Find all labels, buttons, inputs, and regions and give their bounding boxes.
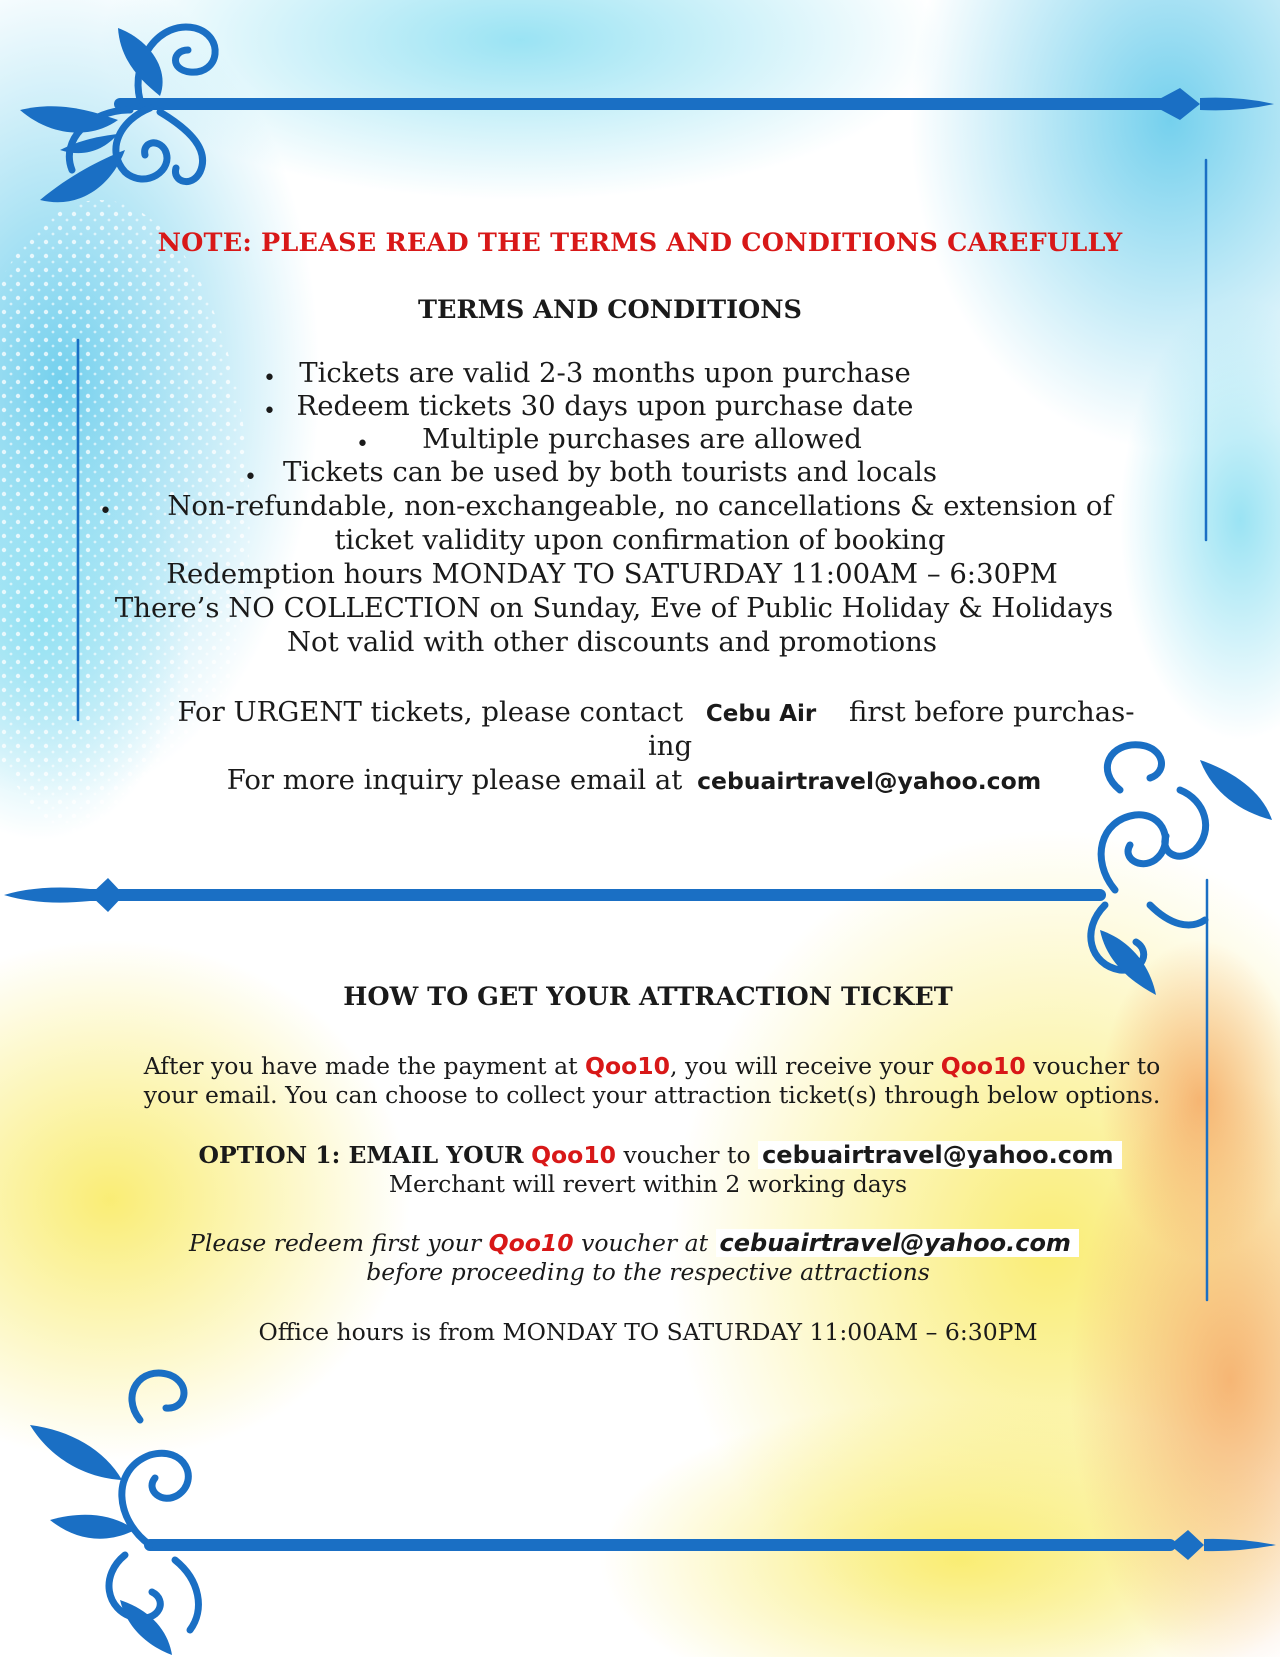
qoo10-brand: Qoo10 — [488, 1229, 574, 1257]
terms-bullet-5: Non-refundable, non-exchangeable, no cancellations & extension of — [167, 490, 1113, 522]
merchant-revert-note: Merchant will revert within 2 working days — [388, 1170, 908, 1198]
inquiry-email[interactable]: cebuairtravel@yahoo.com — [697, 767, 1042, 795]
urgent-contact-line — [16, 696, 1280, 728]
qoo10-brand: Qoo10 — [531, 1141, 617, 1169]
urgent-suffix: first before purchas- — [849, 696, 1135, 728]
redeem-email[interactable]: cebuairtravel@yahoo.com — [716, 1229, 1079, 1257]
terms-heading: TERMS AND CONDITIONS — [418, 295, 802, 325]
no-collection-notice: There’s NO COLLECTION on Sunday, Eve of Public Holiday & Holidays — [114, 592, 1114, 624]
option-1-mid: voucher to — [623, 1141, 751, 1169]
bullet-dot: • — [99, 499, 112, 524]
bullet-dot: • — [263, 366, 276, 391]
urgent-contact-wrap: ing — [647, 730, 693, 762]
terms-bullet-3: Multiple purchases are allowed — [422, 423, 862, 455]
urgent-prefix: For URGENT tickets, please contact — [177, 696, 684, 728]
redeem-line-1 — [0, 1229, 1274, 1257]
bullet-dot: • — [356, 432, 369, 457]
terms-bullet-4: Tickets can be used by both tourists and locals — [282, 456, 938, 488]
redemption-hours: Redemption hours MONDAY TO SATURDAY 11:00AM – 6:30PM — [166, 558, 1058, 590]
howto-heading: HOW TO GET YOUR ATTRACTION TICKET — [343, 982, 953, 1012]
option-1-line — [20, 1141, 1280, 1169]
howto-intro-line-1 — [12, 1052, 1280, 1080]
redeem-line-2: before proceeding to the respective attractions — [366, 1258, 930, 1286]
terms-bullet-1: Tickets are valid 2-3 months upon purchase — [299, 357, 911, 389]
option-1-email[interactable]: cebuairtravel@yahoo.com — [758, 1141, 1121, 1169]
company-name: Cebu Air — [705, 701, 817, 727]
qoo10-brand: Qoo10 — [585, 1052, 670, 1080]
howto-intro-line-2: your email. You can choose to collect your attraction ticket(s) through below options. — [143, 1081, 1161, 1109]
intro-part-c: voucher to — [1033, 1052, 1161, 1080]
inquiry-line — [0, 764, 1274, 796]
redeem-mid: voucher at — [581, 1229, 709, 1257]
office-hours: Office hours is from MONDAY TO SATURDAY 11:00AM – 6:30PM — [258, 1318, 1038, 1346]
intro-part-a: After you have made the payment at — [143, 1052, 578, 1080]
bullet-dot: • — [263, 399, 276, 424]
option-1-label: OPTION 1: EMAIL YOUR — [198, 1141, 524, 1169]
qoo10-brand: Qoo10 — [940, 1052, 1026, 1080]
intro-part-b: , you will receive your — [670, 1052, 934, 1080]
terms-bullet-5-continued: ticket validity upon confirmation of booking — [334, 524, 946, 556]
inquiry-prefix: For more inquiry please email at — [226, 764, 683, 796]
terms-bullet-2: Redeem tickets 30 days upon purchase date — [296, 390, 914, 422]
not-valid-notice: Not valid with other discounts and promotions — [286, 626, 937, 658]
note-banner: NOTE: PLEASE READ THE TERMS AND CONDITIONS CAREFULLY — [157, 228, 1123, 258]
redeem-prefix: Please redeem first your — [189, 1229, 482, 1257]
bullet-dot: • — [244, 465, 257, 490]
